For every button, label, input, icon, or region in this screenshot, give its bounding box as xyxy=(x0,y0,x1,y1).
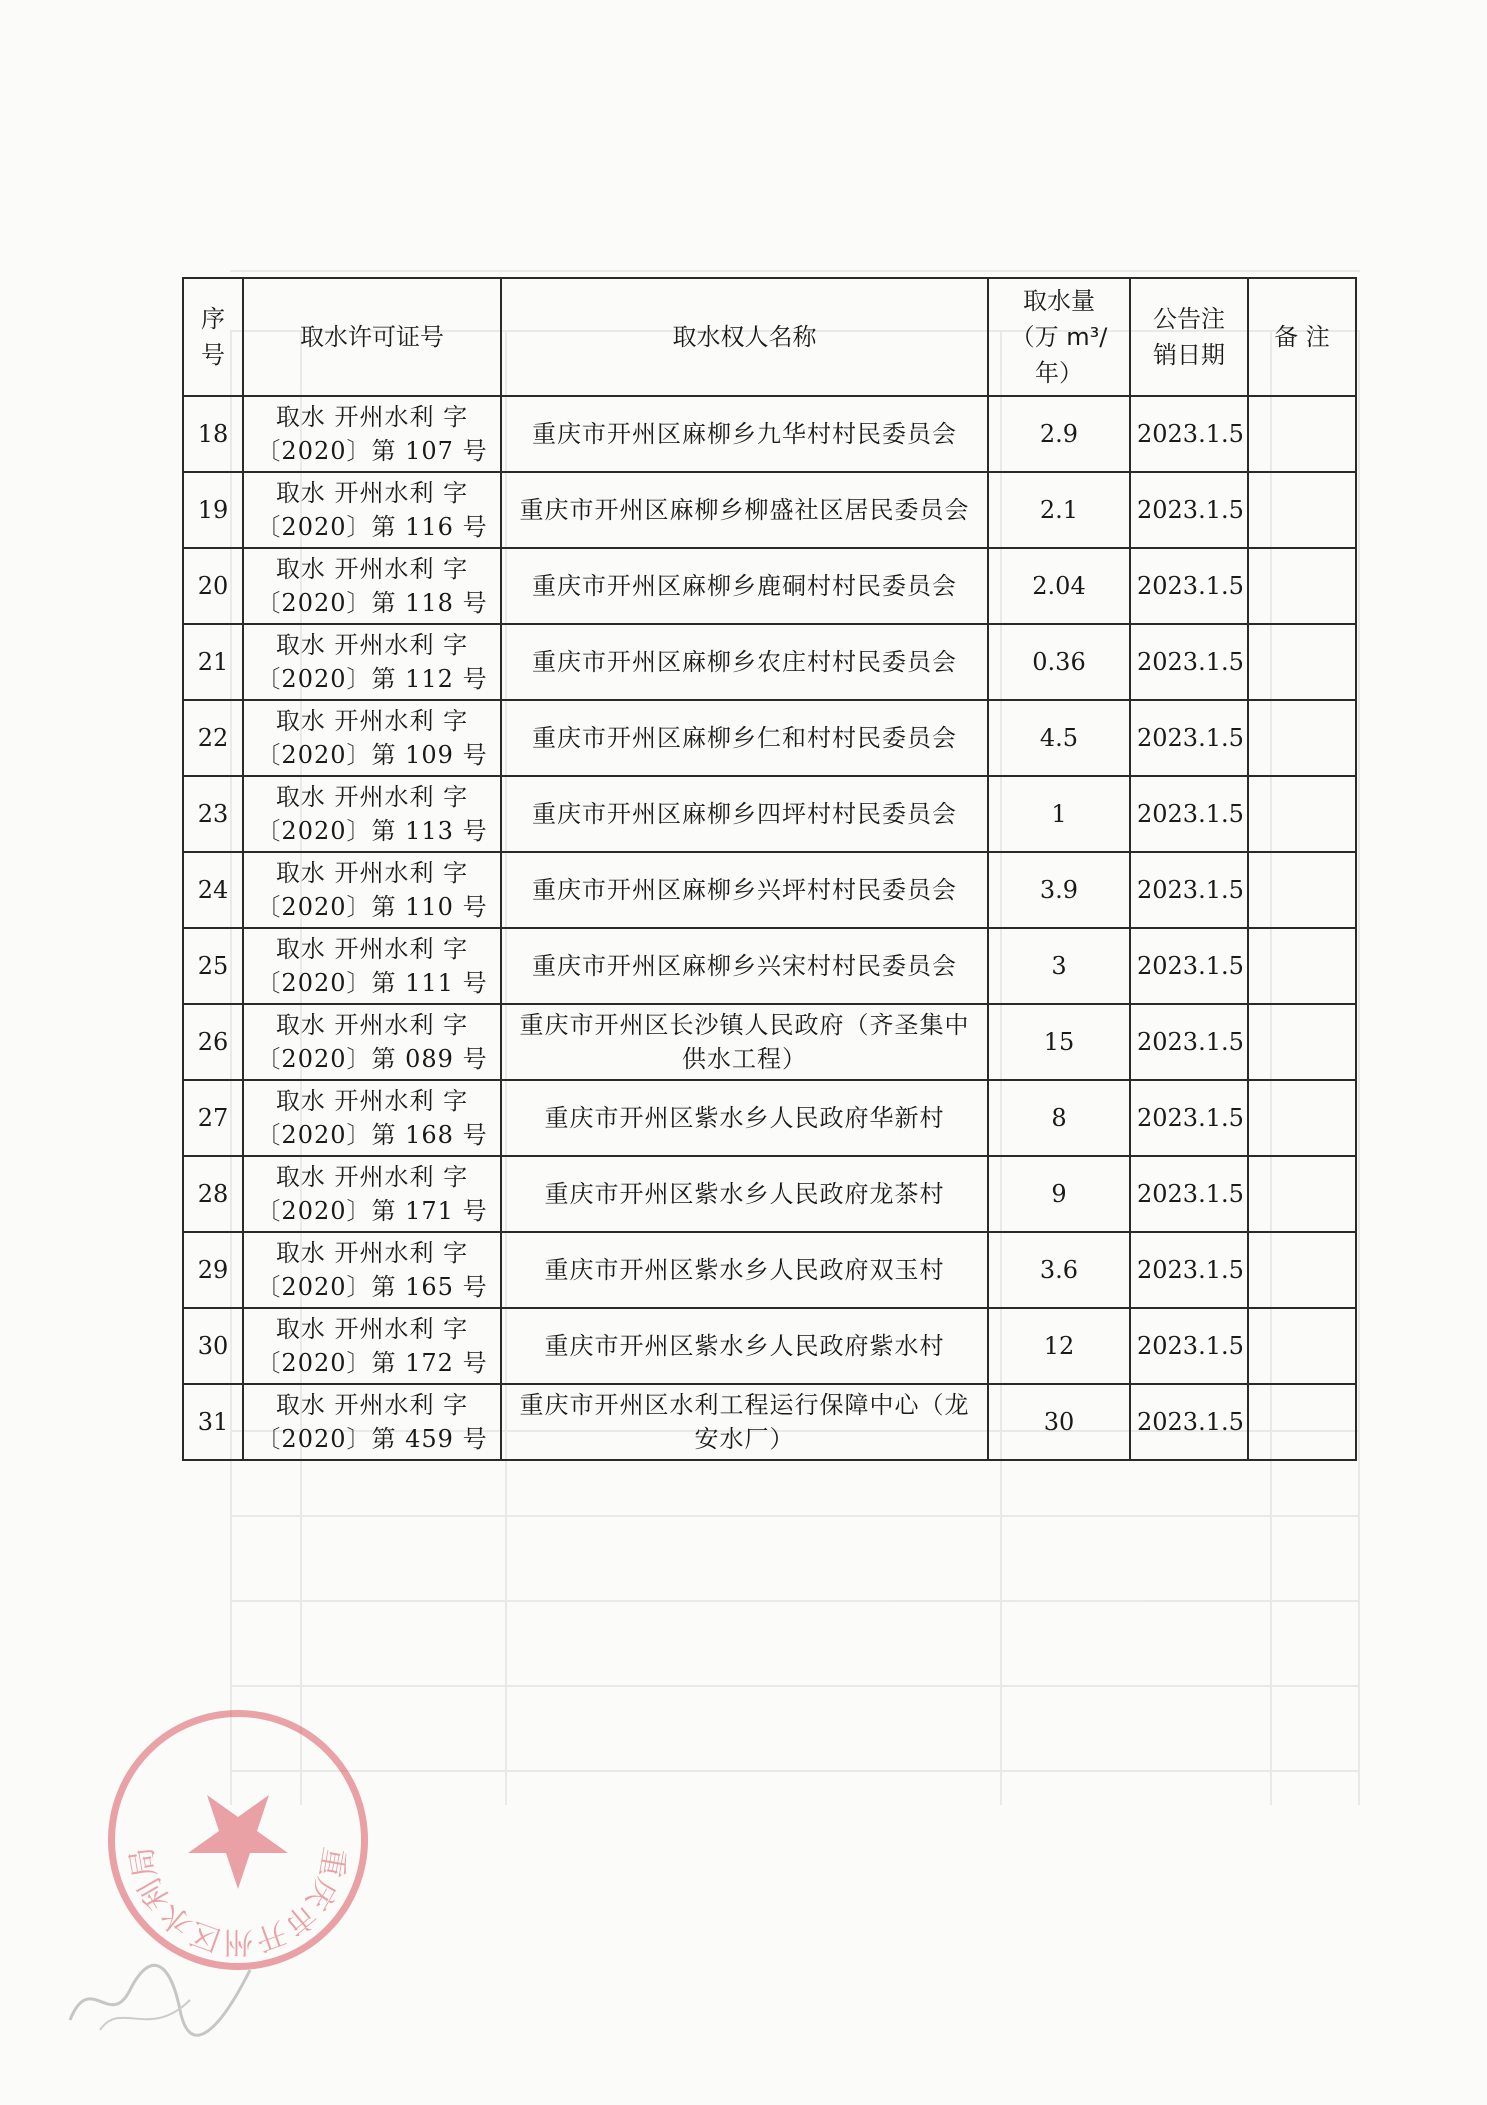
cell-quantity: 12 xyxy=(988,1308,1130,1384)
cell-cancel-date: 2023.1.5 xyxy=(1130,624,1248,700)
permit-line-2: 〔2020〕第 089 号 xyxy=(256,1045,488,1073)
permit-line-2: 〔2020〕第 459 号 xyxy=(256,1425,488,1453)
cell-permit-number xyxy=(243,472,501,548)
cell-quantity: 0.36 xyxy=(988,624,1130,700)
cell-holder-name: 重庆市开州区水利工程运行保障中心（龙安水厂） xyxy=(501,1384,988,1460)
table-row xyxy=(183,1384,1356,1460)
table-row xyxy=(183,472,1356,548)
permit-line-1: 取水 开州水利 字 xyxy=(275,1011,469,1039)
cell-cancel-date: 2023.1.5 xyxy=(1130,1156,1248,1232)
cell-quantity: 15 xyxy=(988,1004,1130,1080)
cell-note xyxy=(1248,396,1356,472)
permit-line-1: 取水 开州水利 字 xyxy=(275,935,469,963)
seal-text: 重庆市开州区水利局 xyxy=(124,1844,352,1960)
permit-line-1: 取水 开州水利 字 xyxy=(275,783,469,811)
permit-line-2: 〔2020〕第 112 号 xyxy=(256,665,488,693)
cell-seq: 23 xyxy=(183,776,243,852)
permit-line-2: 〔2020〕第 110 号 xyxy=(256,893,488,921)
permit-line-1: 取水 开州水利 字 xyxy=(275,1391,469,1419)
table-row xyxy=(183,1232,1356,1308)
header-permit-number: 取水许可证号 xyxy=(243,278,501,396)
cell-note xyxy=(1248,700,1356,776)
cell-note xyxy=(1248,852,1356,928)
cell-cancel-date: 2023.1.5 xyxy=(1130,700,1248,776)
cell-quantity: 9 xyxy=(988,1156,1130,1232)
cell-permit-number xyxy=(243,700,501,776)
cell-seq: 30 xyxy=(183,1308,243,1384)
permit-line-1: 取水 开州水利 字 xyxy=(275,479,469,507)
table-row xyxy=(183,700,1356,776)
table-row xyxy=(183,1004,1356,1080)
cell-cancel-date: 2023.1.5 xyxy=(1130,1232,1248,1308)
table-row xyxy=(183,1156,1356,1232)
cell-holder-name: 重庆市开州区紫水乡人民政府紫水村 xyxy=(501,1308,988,1384)
cell-cancel-date: 2023.1.5 xyxy=(1130,396,1248,472)
cell-holder-name: 重庆市开州区麻柳乡鹿硐村村民委员会 xyxy=(501,548,988,624)
cell-note xyxy=(1248,1080,1356,1156)
permit-line-2: 〔2020〕第 113 号 xyxy=(256,817,488,845)
cell-cancel-date: 2023.1.5 xyxy=(1130,852,1248,928)
cell-permit-number xyxy=(243,624,501,700)
permit-line-1: 取水 开州水利 字 xyxy=(275,631,469,659)
header-note: 备 注 xyxy=(1248,278,1356,396)
cell-permit-number xyxy=(243,928,501,1004)
permit-line-2: 〔2020〕第 118 号 xyxy=(256,589,488,617)
cell-cancel-date: 2023.1.5 xyxy=(1130,472,1248,548)
cell-holder-name: 重庆市开州区紫水乡人民政府双玉村 xyxy=(501,1232,988,1308)
header-quantity: 取水量 （万 m³/ 年） xyxy=(988,278,1130,396)
table-row xyxy=(183,1080,1356,1156)
cell-holder-name: 重庆市开州区麻柳乡兴宋村村民委员会 xyxy=(501,928,988,1004)
cell-seq: 31 xyxy=(183,1384,243,1460)
cell-permit-number xyxy=(243,852,501,928)
cell-permit-number xyxy=(243,1308,501,1384)
cell-permit-number xyxy=(243,1080,501,1156)
cell-seq: 21 xyxy=(183,624,243,700)
cell-seq: 29 xyxy=(183,1232,243,1308)
cell-quantity: 2.1 xyxy=(988,472,1130,548)
cell-cancel-date: 2023.1.5 xyxy=(1130,928,1248,1004)
table-row xyxy=(183,396,1356,472)
table-row xyxy=(183,852,1356,928)
permit-line-2: 〔2020〕第 107 号 xyxy=(256,437,488,465)
permit-line-2: 〔2020〕第 168 号 xyxy=(256,1121,488,1149)
cell-quantity: 3.9 xyxy=(988,852,1130,928)
permit-line-1: 取水 开州水利 字 xyxy=(275,859,469,887)
table-row xyxy=(183,1308,1356,1384)
permit-line-1: 取水 开州水利 字 xyxy=(275,403,469,431)
seal-star-icon xyxy=(188,1795,288,1889)
table-row xyxy=(183,776,1356,852)
cell-seq: 28 xyxy=(183,1156,243,1232)
cell-cancel-date: 2023.1.5 xyxy=(1130,1080,1248,1156)
cell-note xyxy=(1248,1384,1356,1460)
cell-quantity: 2.9 xyxy=(988,396,1130,472)
cell-holder-name: 重庆市开州区麻柳乡农庄村村民委员会 xyxy=(501,624,988,700)
header-cancel-date: 公告注 销日期 xyxy=(1130,278,1248,396)
cell-note xyxy=(1248,624,1356,700)
cell-holder-name: 重庆市开州区紫水乡人民政府华新村 xyxy=(501,1080,988,1156)
permit-line-1: 取水 开州水利 字 xyxy=(275,555,469,583)
permit-cancellation-table xyxy=(182,277,1357,1461)
cell-seq: 19 xyxy=(183,472,243,548)
permit-line-2: 〔2020〕第 171 号 xyxy=(256,1197,488,1225)
cell-seq: 18 xyxy=(183,396,243,472)
cell-holder-name: 重庆市开州区麻柳乡柳盛社区居民委员会 xyxy=(501,472,988,548)
cell-seq: 26 xyxy=(183,1004,243,1080)
cell-permit-number xyxy=(243,1232,501,1308)
permit-line-2: 〔2020〕第 111 号 xyxy=(256,969,488,997)
table-header-row xyxy=(183,278,1356,396)
cell-permit-number xyxy=(243,548,501,624)
cell-note xyxy=(1248,472,1356,548)
cell-cancel-date: 2023.1.5 xyxy=(1130,1308,1248,1384)
cell-cancel-date: 2023.1.5 xyxy=(1130,1384,1248,1460)
cell-holder-name: 重庆市开州区紫水乡人民政府龙茶村 xyxy=(501,1156,988,1232)
cell-holder-name: 重庆市开州区麻柳乡九华村村民委员会 xyxy=(501,396,988,472)
cell-quantity: 8 xyxy=(988,1080,1130,1156)
permit-line-1: 取水 开州水利 字 xyxy=(275,707,469,735)
cell-note xyxy=(1248,928,1356,1004)
cell-permit-number xyxy=(243,1004,501,1080)
header-seq: 序 号 xyxy=(183,278,243,396)
cell-seq: 24 xyxy=(183,852,243,928)
table-row xyxy=(183,548,1356,624)
permit-line-1: 取水 开州水利 字 xyxy=(275,1315,469,1343)
cell-note xyxy=(1248,1232,1356,1308)
cell-quantity: 2.04 xyxy=(988,548,1130,624)
permit-line-1: 取水 开州水利 字 xyxy=(275,1087,469,1115)
cell-quantity: 1 xyxy=(988,776,1130,852)
seal-graphic xyxy=(115,1717,361,1963)
cell-cancel-date: 2023.1.5 xyxy=(1130,776,1248,852)
cell-permit-number xyxy=(243,396,501,472)
cell-holder-name: 重庆市开州区麻柳乡仁和村村民委员会 xyxy=(501,700,988,776)
cell-quantity: 3.6 xyxy=(988,1232,1130,1308)
cell-seq: 25 xyxy=(183,928,243,1004)
permit-line-1: 取水 开州水利 字 xyxy=(275,1163,469,1191)
table-row xyxy=(183,928,1356,1004)
handwritten-signature xyxy=(60,1930,260,2050)
cell-cancel-date: 2023.1.5 xyxy=(1130,1004,1248,1080)
header-holder-name: 取水权人名称 xyxy=(501,278,988,396)
permit-line-2: 〔2020〕第 172 号 xyxy=(256,1349,488,1377)
permit-line-1: 取水 开州水利 字 xyxy=(275,1239,469,1267)
permit-line-2: 〔2020〕第 109 号 xyxy=(256,741,488,769)
table-row xyxy=(183,624,1356,700)
cell-note xyxy=(1248,1308,1356,1384)
cell-note xyxy=(1248,776,1356,852)
cell-permit-number xyxy=(243,1156,501,1232)
cell-quantity: 30 xyxy=(988,1384,1130,1460)
cell-holder-name: 重庆市开州区长沙镇人民政府（齐圣集中供水工程） xyxy=(501,1004,988,1080)
permit-line-2: 〔2020〕第 116 号 xyxy=(256,513,488,541)
cell-holder-name: 重庆市开州区麻柳乡兴坪村村民委员会 xyxy=(501,852,988,928)
cell-seq: 20 xyxy=(183,548,243,624)
cell-note xyxy=(1248,1156,1356,1232)
cell-seq: 27 xyxy=(183,1080,243,1156)
cell-quantity: 3 xyxy=(988,928,1130,1004)
cell-note xyxy=(1248,548,1356,624)
cell-cancel-date: 2023.1.5 xyxy=(1130,548,1248,624)
cell-quantity: 4.5 xyxy=(988,700,1130,776)
cell-note xyxy=(1248,1004,1356,1080)
cell-permit-number xyxy=(243,1384,501,1460)
cell-seq: 22 xyxy=(183,700,243,776)
permit-line-2: 〔2020〕第 165 号 xyxy=(256,1273,488,1301)
cell-holder-name: 重庆市开州区麻柳乡四坪村村民委员会 xyxy=(501,776,988,852)
cell-permit-number xyxy=(243,776,501,852)
